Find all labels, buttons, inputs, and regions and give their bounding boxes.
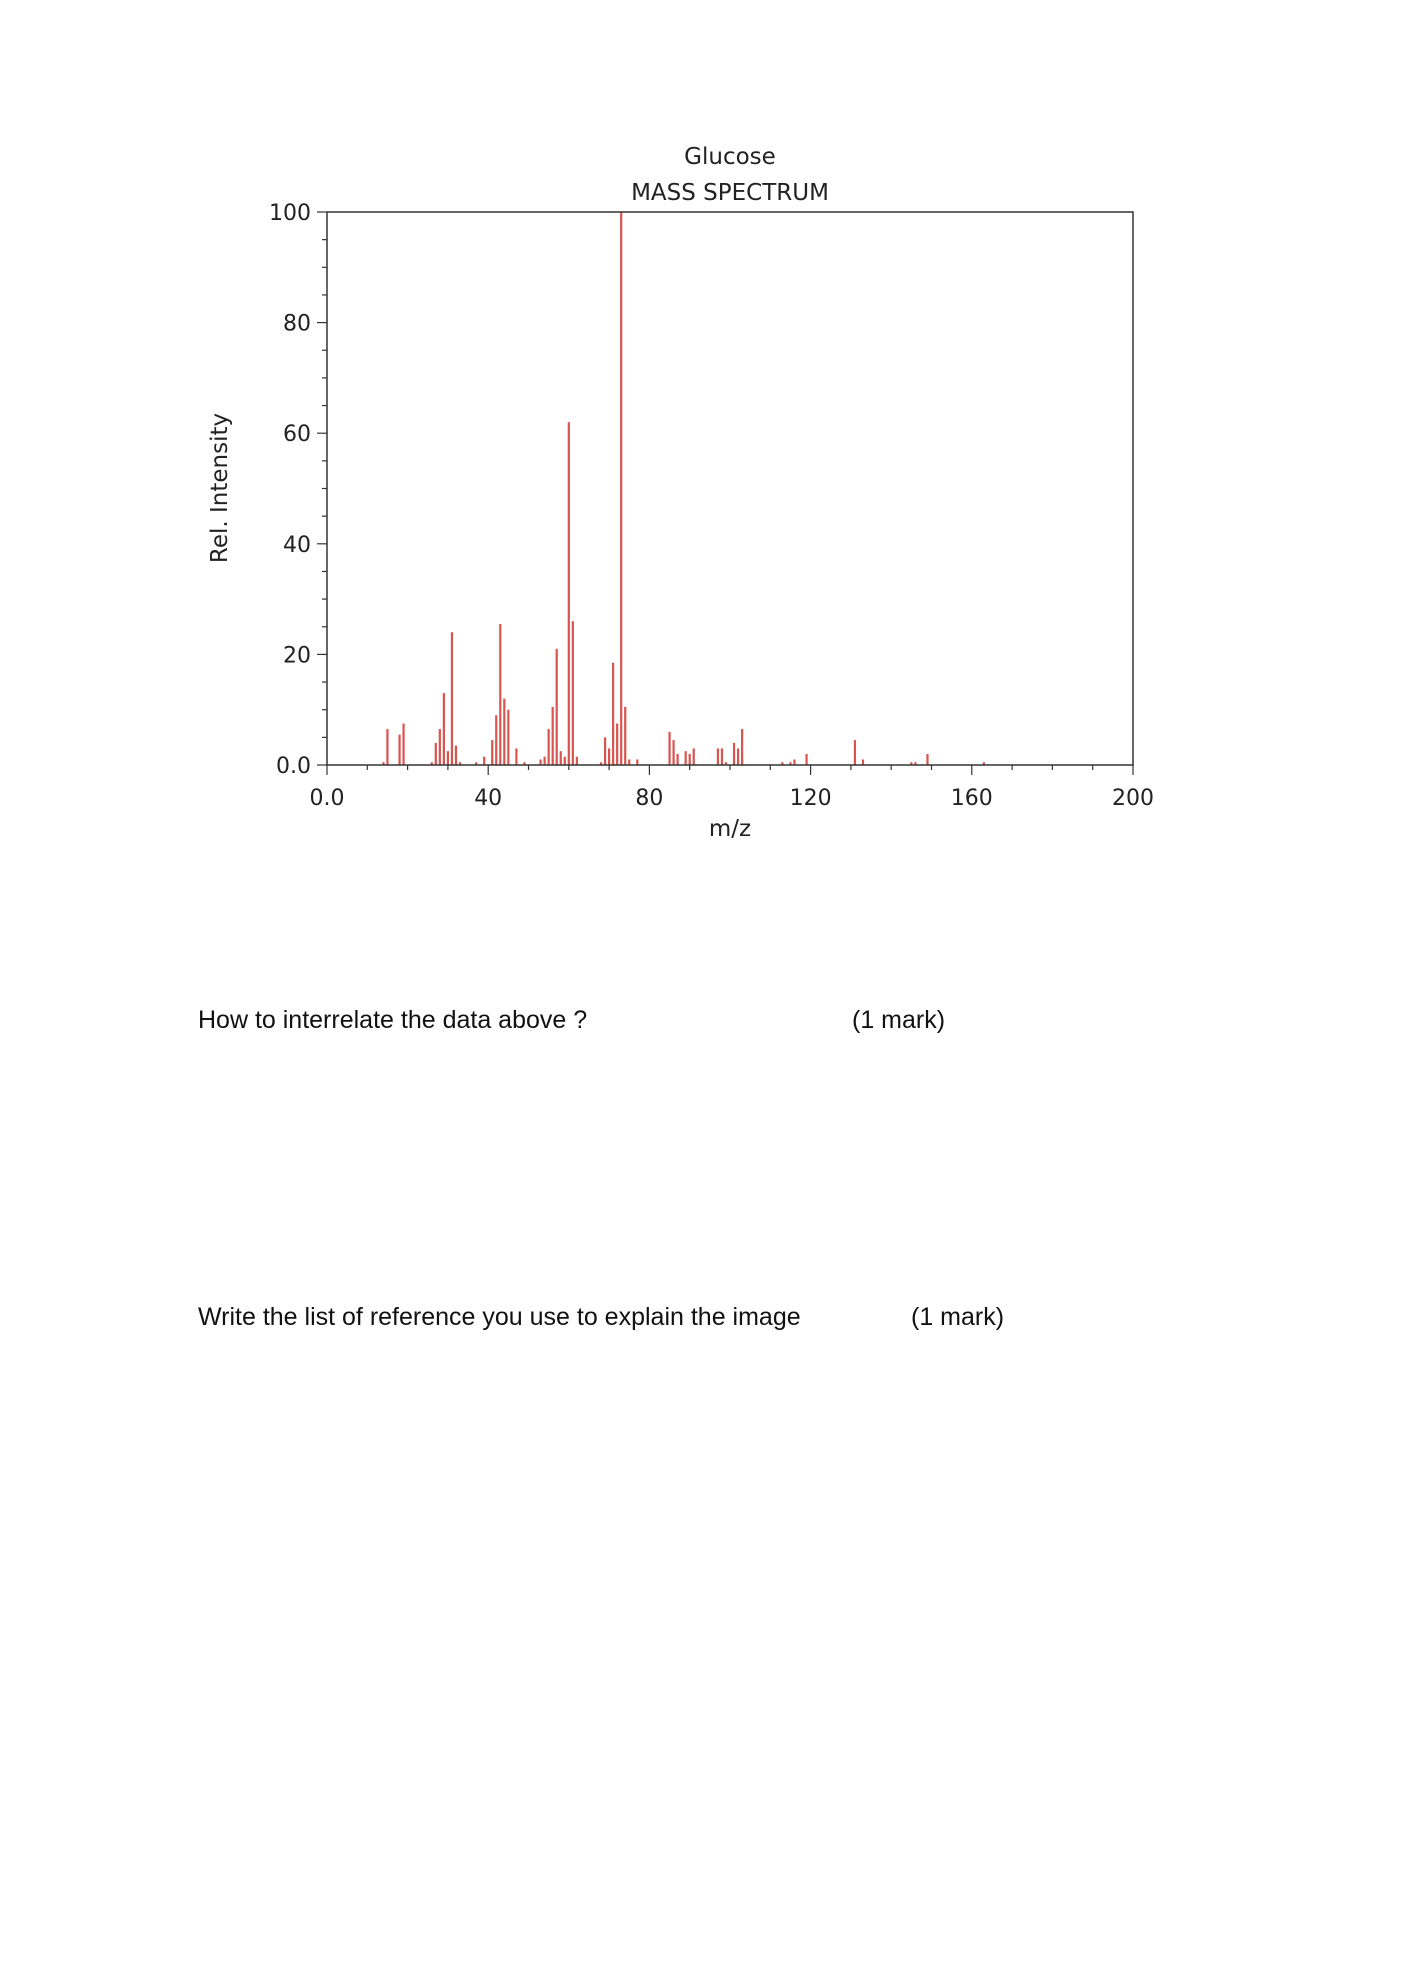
mass-spectrum-chart (0, 0, 1414, 900)
x-axis-label: m/z (708, 816, 752, 842)
x-tick-label: 40 (474, 786, 503, 811)
plot-frame (327, 212, 1133, 765)
y-axis-ticks (269, 201, 327, 779)
y-tick-label: 20 (283, 643, 311, 669)
spectrum-peaks (383, 212, 983, 765)
chart-title: Glucose (684, 144, 776, 170)
y-tick-label: 0.0 (276, 754, 311, 779)
x-tick-label: 80 (635, 786, 664, 811)
x-tick-label: 200 (1112, 786, 1154, 811)
x-tick-label: 160 (950, 786, 993, 811)
x-tick-label: 120 (789, 786, 832, 811)
question-1-mark: (1 mark) (852, 1006, 946, 1034)
question-2-text: Write the list of reference you use to explain the image (198, 1303, 801, 1331)
y-tick-label: 100 (269, 201, 311, 226)
x-axis-ticks (310, 765, 1155, 811)
y-tick-label: 40 (283, 532, 311, 558)
x-tick-label: 0.0 (309, 786, 345, 811)
question-2-mark: (1 mark) (911, 1303, 1005, 1331)
y-tick-label: 60 (283, 422, 311, 448)
y-tick-label: 80 (283, 311, 311, 337)
y-axis-label: Rel. Intensity (207, 412, 233, 564)
chart-subtitle: MASS SPECTRUM (631, 180, 829, 206)
question-1-text: How to interrelate the data above ? (198, 1006, 588, 1034)
